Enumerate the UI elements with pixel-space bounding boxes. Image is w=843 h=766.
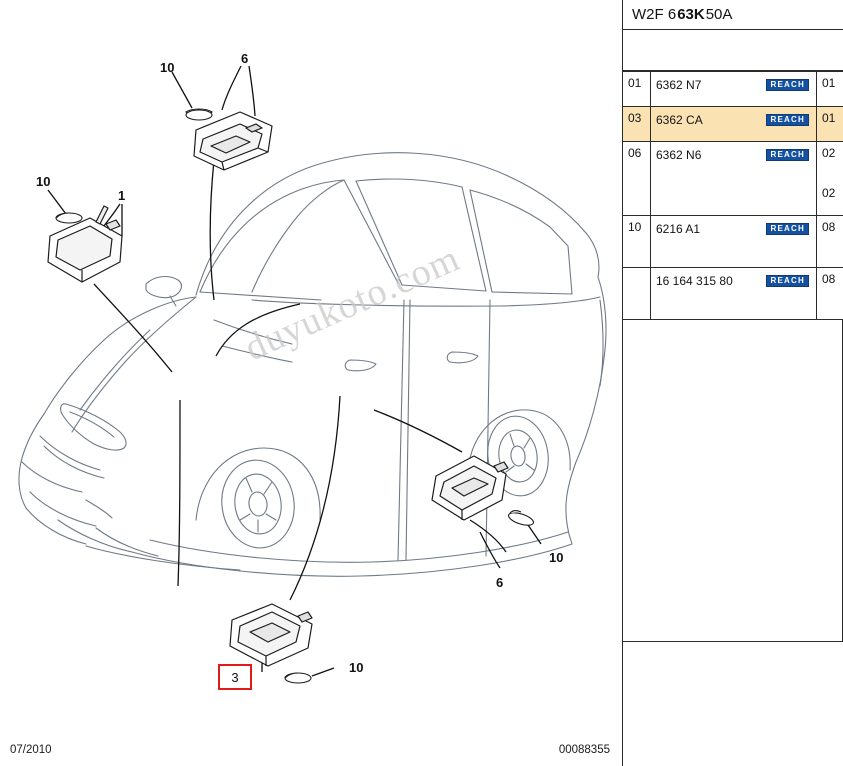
reach-icon: REACH bbox=[766, 114, 809, 127]
row-reference-cell bbox=[651, 216, 817, 268]
callout-10-right: 10 bbox=[549, 550, 564, 565]
callout-6-right: 6 bbox=[496, 575, 504, 590]
row-quantity: 02 bbox=[822, 146, 836, 160]
table-row[interactable] bbox=[623, 142, 843, 216]
row-reference-cell bbox=[651, 107, 817, 142]
callout-3-highlight-box bbox=[218, 664, 252, 690]
row-quantity: 08 bbox=[817, 268, 843, 320]
row-reference-cell bbox=[651, 72, 817, 107]
row-reference-cell bbox=[651, 142, 817, 216]
footer-drawing-number: 00088355 bbox=[558, 744, 610, 756]
part-reference: 6362 N7 bbox=[656, 78, 702, 92]
reach-icon: REACH bbox=[766, 275, 809, 288]
assembly-code-header bbox=[622, 0, 843, 30]
parts-table-panel bbox=[622, 0, 843, 766]
part-reference: 6362 N6 bbox=[656, 148, 702, 162]
row-quantity: 08 bbox=[817, 216, 843, 268]
callout-3-label: 3 bbox=[231, 669, 239, 685]
row-index bbox=[623, 268, 651, 320]
row-quantity: 01 bbox=[817, 72, 843, 107]
table-row[interactable] bbox=[623, 72, 843, 107]
subtitle-blank-row bbox=[622, 30, 843, 71]
callout-6-top: 6 bbox=[241, 51, 249, 66]
callout-10-bottom: 10 bbox=[349, 660, 364, 675]
code-suffix: 50A bbox=[705, 6, 733, 23]
callout-1-left: 1 bbox=[118, 188, 126, 203]
reach-icon: REACH bbox=[766, 79, 809, 92]
table-row[interactable] bbox=[623, 268, 843, 320]
reach-icon: REACH bbox=[766, 149, 809, 162]
part-reference: 6216 A1 bbox=[656, 222, 701, 236]
row-index: 03 bbox=[623, 107, 651, 142]
row-quantity-secondary: 02 bbox=[822, 186, 836, 200]
row-quantity: 01 bbox=[817, 107, 843, 142]
code-prefix: W2F 6 bbox=[632, 6, 677, 23]
table-row[interactable] bbox=[623, 107, 843, 142]
callout-10-top: 10 bbox=[160, 60, 175, 75]
reach-icon: REACH bbox=[766, 223, 809, 236]
row-reference-cell bbox=[651, 268, 817, 320]
code-bold: 63K bbox=[677, 6, 705, 23]
row-quantity-group bbox=[817, 142, 843, 216]
part-reference: 16 164 315 80 bbox=[656, 274, 733, 288]
table-row[interactable] bbox=[623, 216, 843, 268]
footer-date: 07/2010 bbox=[10, 744, 52, 756]
row-index: 06 bbox=[623, 142, 651, 216]
parts-table bbox=[622, 71, 843, 320]
watermark: duyukoto.com bbox=[238, 237, 467, 370]
row-index: 01 bbox=[623, 72, 651, 107]
callout-10-left: 10 bbox=[36, 174, 51, 189]
part-reference: 6362 CA bbox=[656, 113, 703, 127]
row-index: 10 bbox=[623, 216, 651, 268]
table-empty-area bbox=[622, 320, 843, 642]
